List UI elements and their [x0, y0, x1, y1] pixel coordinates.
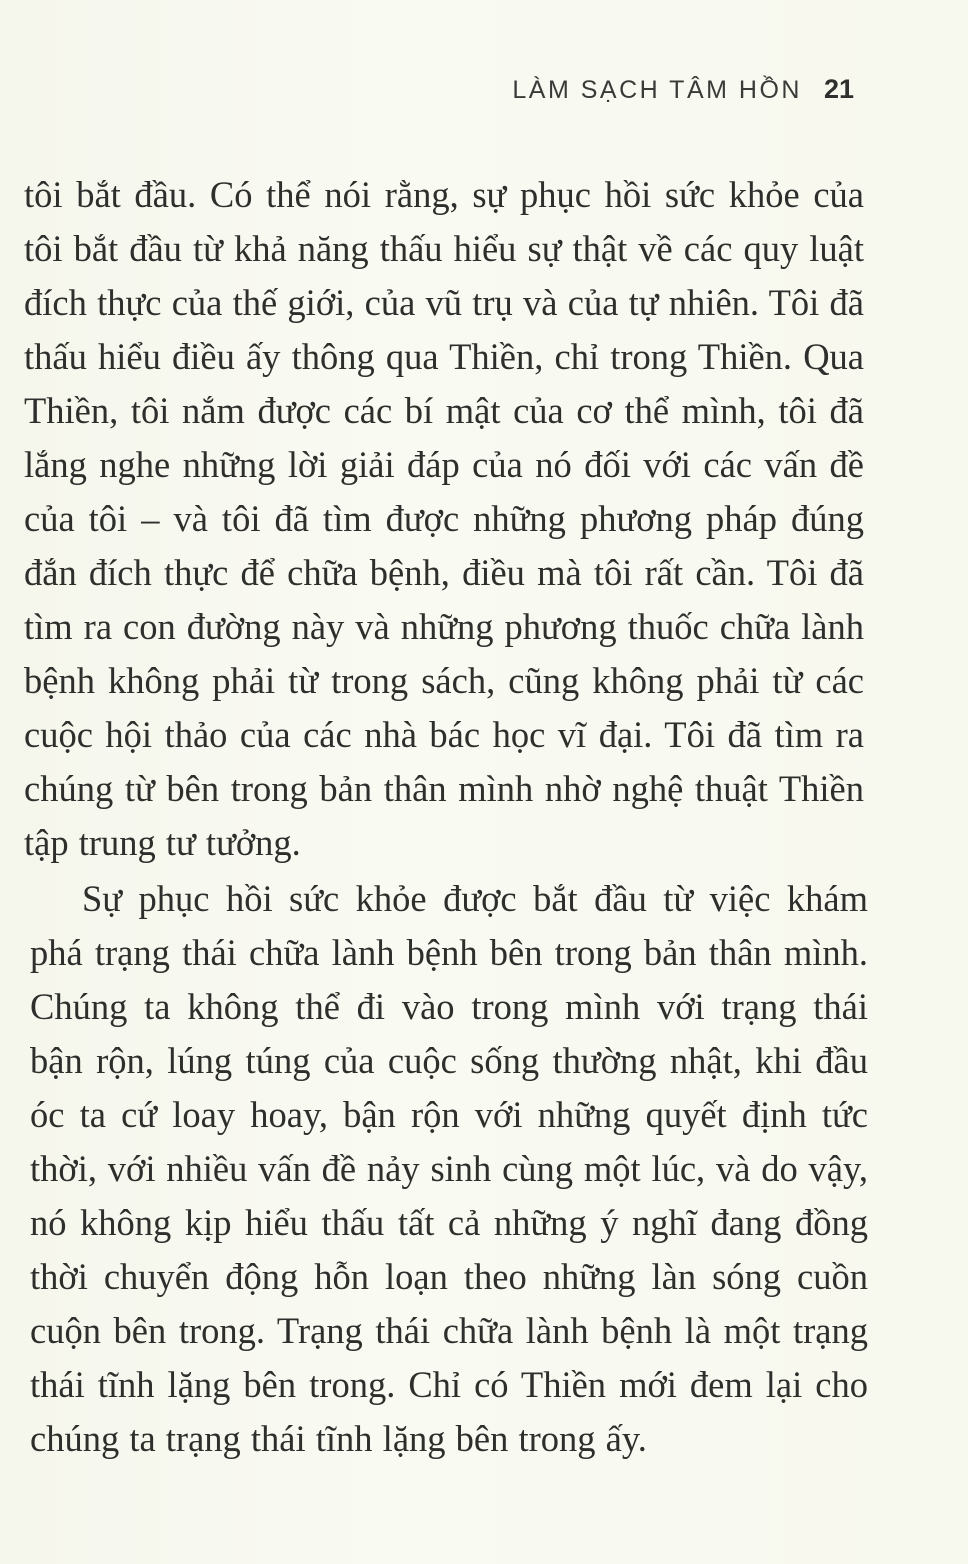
chapter-title: LÀM SẠCH TÂM HỒN	[512, 76, 802, 104]
paragraph-2	[30, 872, 868, 1466]
text-line: lắng nghe những lời giải đáp của nó đối với các vấn đề	[24, 444, 864, 485]
text-line: bệnh không phải từ trong sách, cũng không phải từ các	[24, 660, 864, 701]
text-line: cuộc hội thảo của các nhà bác học vĩ đại. Tôi đã tìm ra	[24, 714, 864, 755]
text-line: tôi bắt đầu. Có thể nói rằng, sự phục hồi sức khỏe của	[24, 174, 864, 215]
text-line: nó không kịp hiểu thấu tất cả những ý nghĩ đang đồng	[30, 1202, 868, 1243]
text-line: của tôi – và tôi đã tìm được những phương pháp đúng	[24, 498, 864, 539]
text-line: phá trạng thái chữa lành bệnh bên trong bản thân mình.	[30, 932, 868, 973]
text-line: Sự phục hồi sức khỏe được bắt đầu từ việc khám	[82, 878, 868, 919]
text-line: chúng ta trạng thái tĩnh lặng bên trong ấy.	[30, 1418, 647, 1459]
text-line: thời chuyển động hỗn loạn theo những làn sóng cuồn	[30, 1256, 868, 1297]
text-line: thời, với nhiều vấn đề nảy sinh cùng một lúc, và do vậy,	[30, 1148, 868, 1189]
text-line: Thiền, tôi nắm được các bí mật của cơ thể mình, tôi đã	[24, 390, 864, 431]
text-line: đắn đích thực để chữa bệnh, điều mà tôi rất cần. Tôi đã	[24, 552, 864, 593]
text-line: tôi bắt đầu từ khả năng thấu hiểu sự thật về các quy luật	[24, 228, 864, 269]
text-line: óc ta cứ loay hoay, bận rộn với những quyết định tức	[30, 1094, 868, 1135]
text-line: thái tĩnh lặng bên trong. Chỉ có Thiền mới đem lại cho	[30, 1364, 868, 1405]
text-line: cuộn bên trong. Trạng thái chữa lành bệnh là một trạng	[30, 1310, 868, 1351]
paragraph-1	[24, 168, 864, 870]
text-line: tìm ra con đường này và những phương thuốc chữa lành	[24, 606, 864, 647]
text-line: thấu hiểu điều ấy thông qua Thiền, chỉ trong Thiền. Qua	[24, 336, 864, 377]
page-number: 21	[823, 74, 854, 104]
text-line: tập trung tư tưởng.	[24, 822, 301, 863]
running-header	[512, 74, 854, 105]
text-line: đích thực của thế giới, của vũ trụ và của tự nhiên. Tôi đã	[24, 282, 864, 323]
text-line: chúng từ bên trong bản thân mình nhờ nghệ thuật Thiền	[24, 768, 864, 809]
text-line: Chúng ta không thể đi vào trong mình với trạng thái	[30, 986, 868, 1027]
text-line: bận rộn, lúng túng của cuộc sống thường nhật, khi đầu	[30, 1040, 868, 1081]
